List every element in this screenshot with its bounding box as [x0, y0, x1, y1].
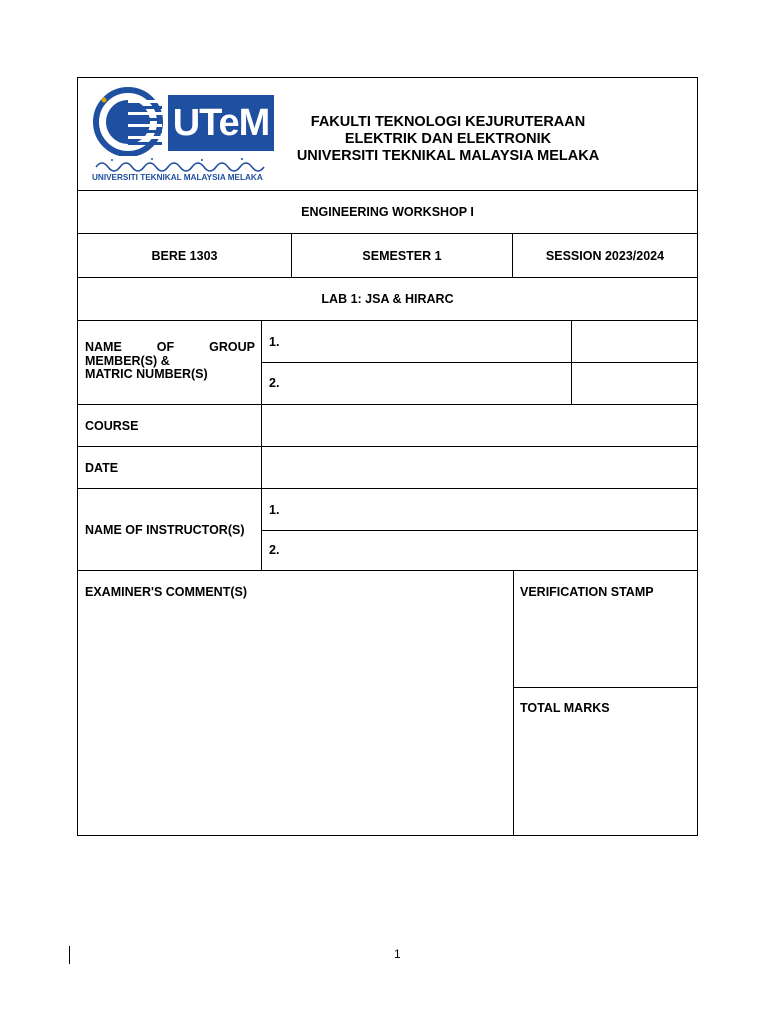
- group-label-line-3: MATRIC NUMBER(S): [85, 367, 208, 381]
- group-member-name-field-2[interactable]: [262, 362, 572, 404]
- total-marks-label: TOTAL MARKS: [520, 701, 610, 715]
- group-label-line-2: MEMBER(S) &: [85, 353, 170, 368]
- instructor-field-1[interactable]: [262, 489, 697, 530]
- faculty-line-2: ELEKTRIK DAN ELEKTRONIK: [344, 131, 552, 147]
- course-title-row: [78, 191, 697, 234]
- instructor-number-2: 2.: [269, 543, 280, 557]
- course-code: BERE 1303: [78, 234, 292, 277]
- course-field[interactable]: [262, 405, 697, 446]
- course-row: [78, 405, 697, 447]
- session: SESSION 2023/2024: [545, 248, 665, 263]
- group-members-section: [78, 321, 697, 405]
- page-number: 1: [394, 947, 401, 961]
- date-field[interactable]: [262, 447, 697, 488]
- instructor-row-1: [262, 489, 697, 531]
- group-label-word-1: NAME: [85, 340, 122, 354]
- university-line: UNIVERSITI TEKNIKAL MALAYSIA MELAKA: [296, 148, 600, 164]
- faculty-title: [283, 114, 613, 165]
- lab-cover-form: [77, 77, 698, 836]
- utem-wordmark: UTeM: [168, 95, 274, 151]
- course-title: ENGINEERING WORKSHOP I: [301, 205, 474, 219]
- assessment-section: [78, 571, 697, 835]
- instructor-row-2: [262, 530, 697, 570]
- instructor-label: NAME OF INSTRUCTOR(S): [78, 489, 262, 570]
- date-row: [78, 447, 697, 489]
- group-label-word-2: OF: [156, 340, 175, 354]
- lab-title: LAB 1: JSA & HIRARC: [321, 292, 454, 306]
- semester: SEMESTER 1: [292, 234, 513, 277]
- instructor-section: [78, 489, 697, 571]
- group-member-matric-field-1[interactable]: [572, 321, 697, 362]
- instructor-number-1: 1.: [269, 502, 280, 517]
- group-member-row-1: [262, 321, 697, 363]
- total-marks-box[interactable]: [513, 687, 697, 835]
- group-label-word-3: GROUP: [209, 340, 255, 354]
- group-member-row-2: [262, 362, 697, 404]
- group-member-name-field-1[interactable]: [262, 321, 572, 362]
- header-row: [78, 78, 697, 191]
- verification-stamp-label: VERIFICATION STAMP: [520, 585, 654, 599]
- examiner-comment-label: EXAMINER'S COMMENT(S): [85, 585, 247, 599]
- utem-logo: [92, 86, 274, 186]
- left-margin-bar: [69, 946, 70, 964]
- faculty-line-1: FAKULTI TEKNOLOGI KEJURUTERAAN: [310, 114, 586, 130]
- group-member-matric-field-2[interactable]: [572, 362, 697, 404]
- logo-university-name: UNIVERSITI TEKNIKAL MALAYSIA MELAKA: [92, 173, 263, 182]
- verification-stamp-box[interactable]: [513, 571, 697, 688]
- date-label: DATE: [78, 447, 262, 488]
- course-info-row: [78, 234, 697, 278]
- instructor-field-2[interactable]: [262, 530, 697, 570]
- lab-title-row: [78, 278, 697, 321]
- group-members-label: [78, 321, 262, 404]
- university-crest-icon: [92, 86, 166, 156]
- group-member-number-2: 2.: [269, 376, 280, 390]
- group-member-number-1: 1.: [269, 334, 280, 349]
- examiner-comment-box[interactable]: [78, 571, 514, 835]
- course-label: COURSE: [78, 405, 262, 446]
- jawi-script-icon: [92, 156, 274, 172]
